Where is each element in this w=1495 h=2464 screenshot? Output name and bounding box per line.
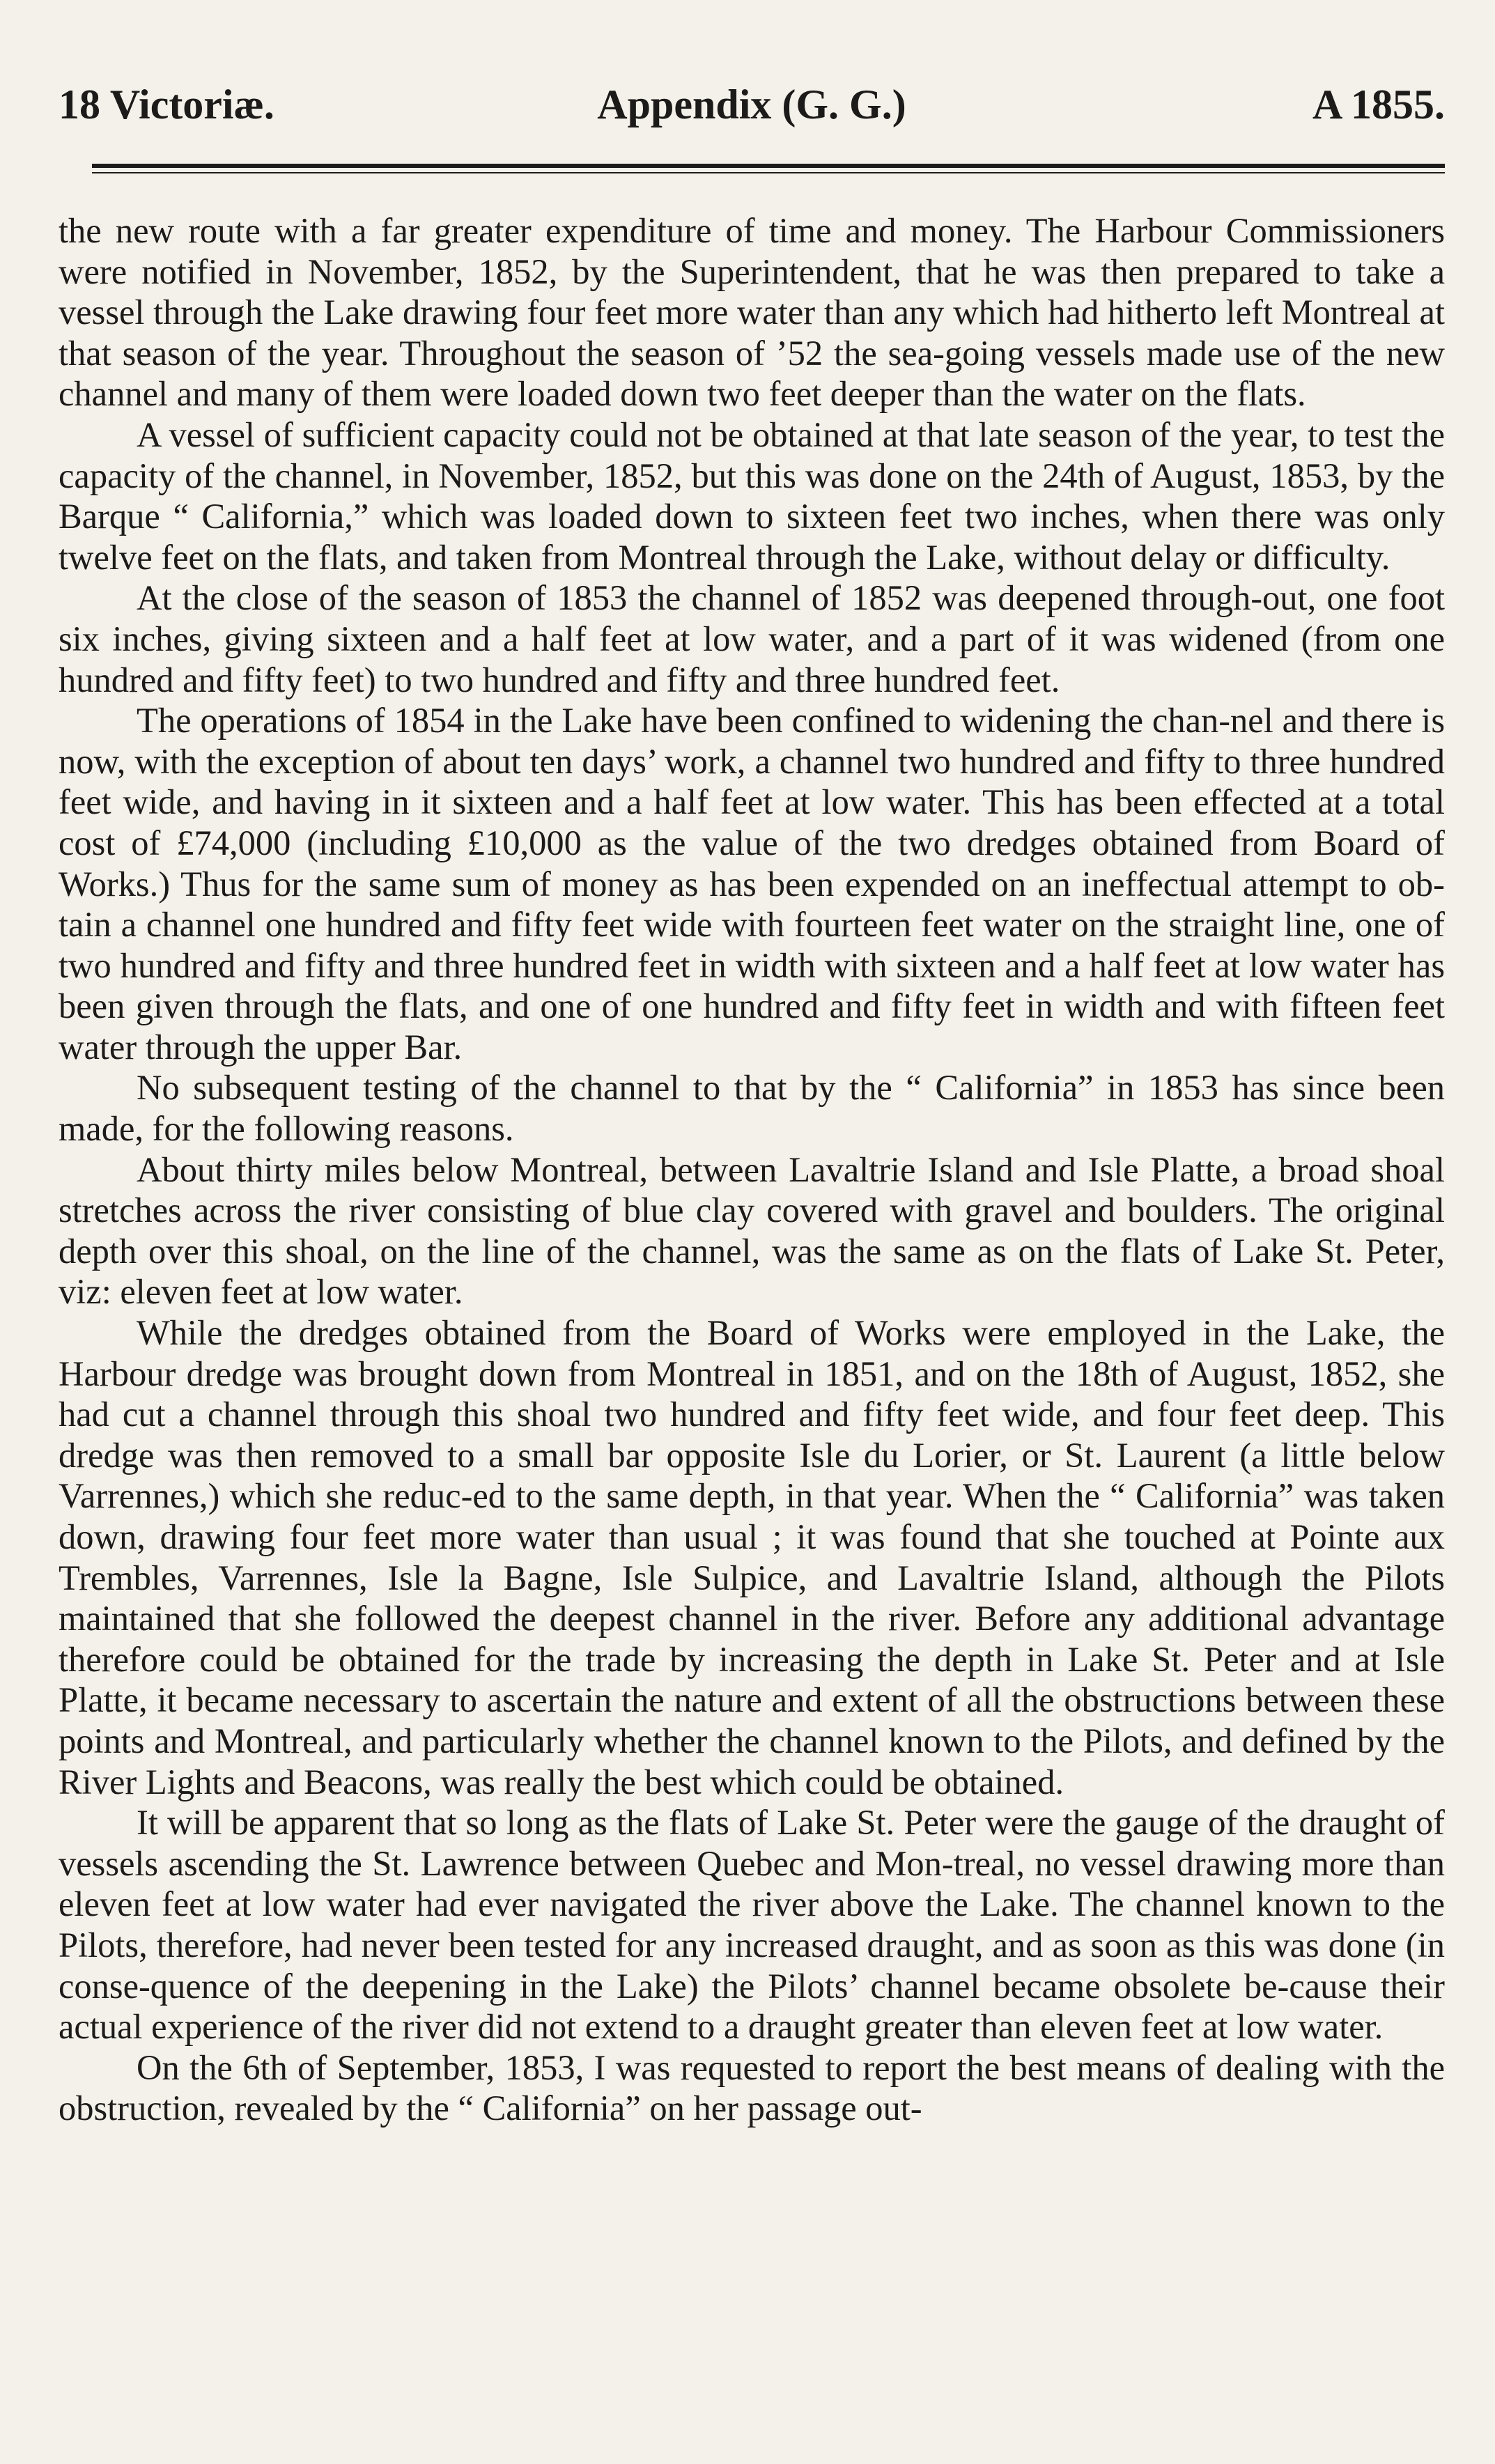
paragraph-6: About thirty miles below Montreal, between Lavaltrie Island and Isle Platte, a broad shoal stretches across the river consisting of blue clay covered with gravel and boulders. The original depth over this shoal, on the line of the channel, was the same as on the flats of Lake St. Peter, viz: eleven feet at low water. xyxy=(59,1149,1445,1312)
paragraph-5: No subsequent testing of the channel to that by the “ California” in 1853 has since been made, for the following reasons. xyxy=(59,1068,1445,1149)
running-head xyxy=(59,77,1445,132)
header-rule-thin xyxy=(92,172,1445,173)
header-appendix: Appendix (G. G.) xyxy=(597,82,906,127)
paragraph-9: On the 6th of September, 1853, I was requested to report the best means of dealing with the obstruction, revealed by the “ California” on her passage out- xyxy=(59,2047,1445,2128)
body-text xyxy=(59,210,1445,2129)
header-year: A 1855. xyxy=(1312,82,1445,127)
paragraph-1: the new route with a far greater expenditure of time and money. The Harbour Commissioners were notified in November, 1852, by the Superintendent, that he was then prepared to take a vessel through the Lake drawing four feet more water than any which had hitherto left Montreal at that season of the year. Throughout the season of ’52 the sea-going vessels made use of the new channel and many of them were loaded down two feet deeper than the water on the flats. xyxy=(59,211,1445,414)
header-session: 18 Victoriæ. xyxy=(59,82,274,127)
paragraph-3: At the close of the season of 1853 the channel of 1852 was deepened through-out, one foot six inches, giving sixteen and a half feet at low water, and a part of it was widened (from one hundred and fifty feet) to two hundred and fifty and three hundred feet. xyxy=(59,578,1445,699)
paragraph-2: A vessel of sufficient capacity could not be obtained at that late season of the year, to test the capacity of the channel, in November, 1852, but this was done on the 24th of August, 1853, by the Barque “ California,” which was loaded down to sixteen feet two inches, when there was only twelve feet on the flats, and taken from Montreal through the Lake, without delay or difficulty. xyxy=(59,414,1445,577)
paragraph-8: It will be apparent that so long as the flats of Lake St. Peter were the gauge of the draught of vessels ascending the St. Lawrence between Quebec and Mon-treal, no vessel drawing more than eleven feet at low water had ever navigated the river above the Lake. The channel known to the Pilots, therefore, had never been tested for any increased draught, and as soon as this was done (in conse-quence of the deepening in the Lake) the Pilots’ channel became obsolete be-cause their actual experience of the river did not extend to a draught greater than eleven feet at low water. xyxy=(59,1803,1445,2047)
paragraph-4: The operations of 1854 in the Lake have been confined to widening the chan-nel and there is now, with the exception of about ten days’ work, a channel two hundred and fifty to three hundred feet wide, and having in it sixteen and a half feet at low water. This has been effected at a total cost of £74,000 (including £10,000 as the value of the two dredges obtained from Board of Works.) Thus for the same sum of money as has been expended on an ineffectual attempt to ob-tain a channel one hundred and fifty feet wide with fourteen feet water on the straight line, one of two hundred and fifty and three hundred feet in width with sixteen and a half feet at low water has been given through the flats, and one of one hundred and fifty feet in width and with fifteen feet water through the upper Bar. xyxy=(59,701,1445,1067)
paragraph-7: While the dredges obtained from the Board of Works were employed in the Lake, the Harbour dredge was brought down from Montreal in 1851, and on the 18th of August, 1852, she had cut a channel through this shoal two hundred and fifty feet wide, and four feet deep. This dredge was then removed to a small bar opposite Isle du Lorier, or St. Laurent (a little below Varrennes,) which she reduc-ed to the same depth, in that year. When the “ California” was taken down, drawing four feet more water than usual ; it was found that she touched at Pointe aux Trembles, Varrennes, Isle la Bagne, Isle Sulpice, and Lavaltrie Island, although the Pilots maintained that she followed the deepest channel in the river. Before any additional advantage therefore could be obtained for the trade by increasing the depth in Lake St. Peter and at Isle Platte, it became necessary to ascertain the nature and extent of all the obstructions between these points and Montreal, and particularly whether the channel known to the Pilots, and defined by the River Lights and Beacons, was really the best which could be obtained. xyxy=(59,1313,1445,1801)
header-rule-thick xyxy=(92,164,1445,168)
